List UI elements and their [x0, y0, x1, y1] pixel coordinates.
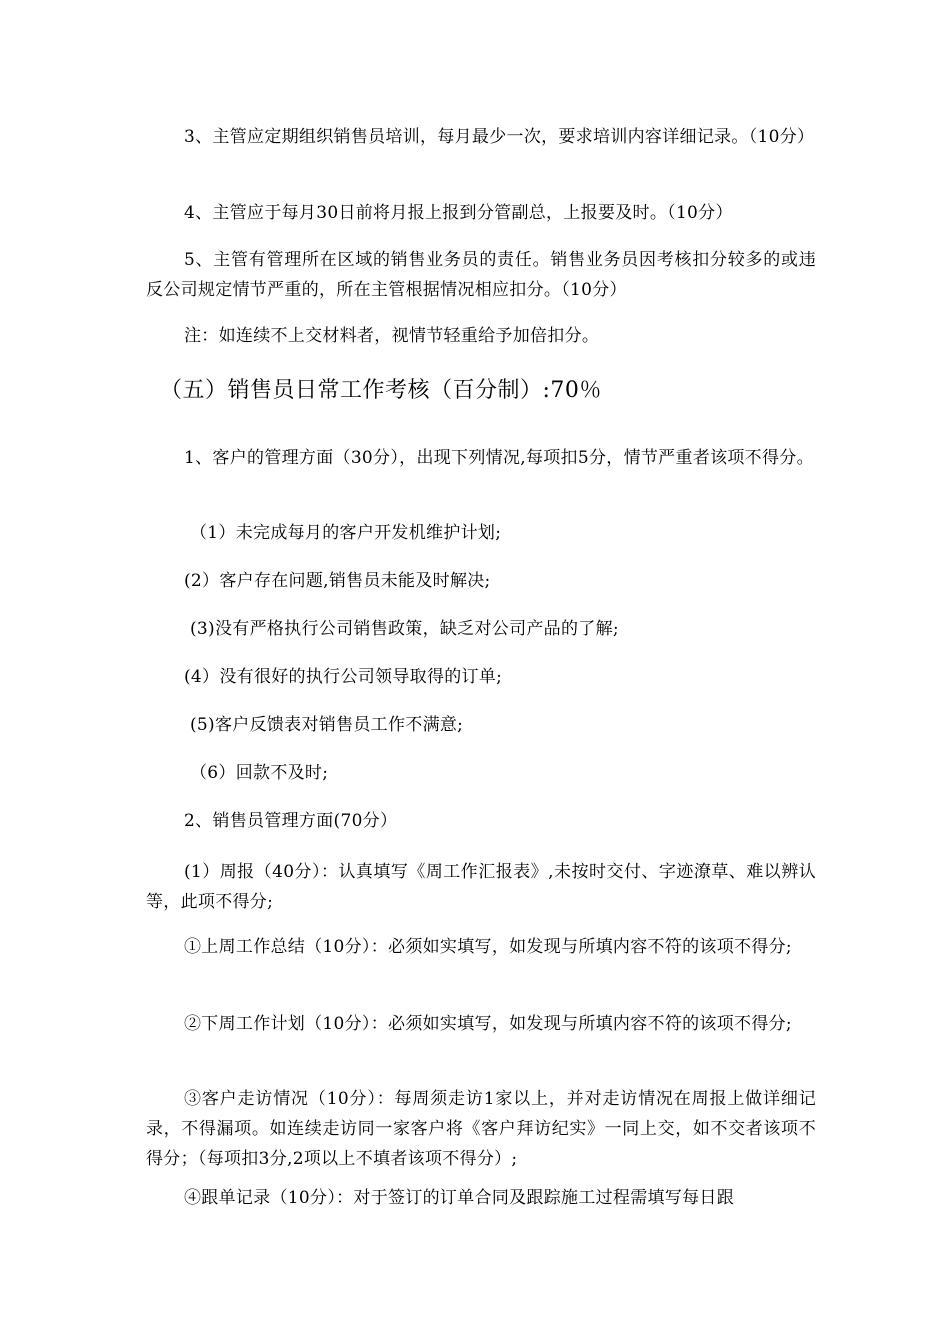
paragraph-item-5: 5、主管有管理所在区域的销售业务员的责任。销售业务员因考核扣分较多的或违反公司规定情节严重的，所在主管根据情况相应扣分。（10分） [146, 250, 816, 300]
paragraph-last-week-summary: ①上周工作总结（10分）：必须如实填写，如发现与所填内容不符的该项不得分; [184, 937, 792, 957]
paragraph-item-3: 3、主管应定期组织销售员培训，每月最少一次，要求培训内容详细记录。（10分） [184, 127, 815, 147]
list-item: (5)客户反馈表对销售员工作不满意; [190, 715, 464, 735]
paragraph-salesperson-management: 2、销售员管理方面(70分） [184, 811, 398, 831]
list-item: (2）客户存在问题,销售员未能及时解决; [184, 571, 491, 591]
paragraph-next-week-plan: ②下周工作计划（10分）：必须如实填写，如发现与所填内容不符的该项不得分; [184, 1014, 792, 1034]
list-item: (3)没有严格执行公司销售政策，缺乏对公司产品的了解; [190, 619, 619, 639]
list-item: (4）没有很好的执行公司领导取得的订单; [184, 667, 503, 687]
paragraph-customer-management: 1、客户的管理方面（30分），出现下列情况,每项扣5分，情节严重者该项不得分。 [184, 448, 814, 468]
paragraph-note: 注：如连续不上交材料者，视情节轻重给予加倍扣分。 [184, 326, 600, 346]
section-heading: （五）销售员日常工作考核（百分制）:70％ [160, 378, 602, 403]
paragraph-weekly-report: (1）周报（40分）：认真填写《周工作汇报表》,未按时交付、字迹潦草、难以辨认等，此项不得分; [146, 862, 816, 912]
list-item: （1）未完成每月的客户开发机维护计划; [190, 523, 502, 543]
paragraph-order-tracking: ④跟单记录（10分）：对于签订的订单合同及跟踪施工过程需填写每日跟 [184, 1188, 735, 1208]
list-item: （6）回款不及时; [190, 763, 329, 783]
paragraph-customer-visits: ③客户走访情况（10分）：每周须走访1家以上，并对走访情况在周报上做详细记录，不得漏项。如连续走访同一家客户将《客户拜访纪实》一同上交，如不交者该项不得分；（每项扣3分,2项以上不填者该项不得分）; [146, 1089, 816, 1169]
paragraph-item-4: 4、主管应于每月30日前将月报上报到分管副总，上报要及时。（10分） [184, 203, 733, 223]
